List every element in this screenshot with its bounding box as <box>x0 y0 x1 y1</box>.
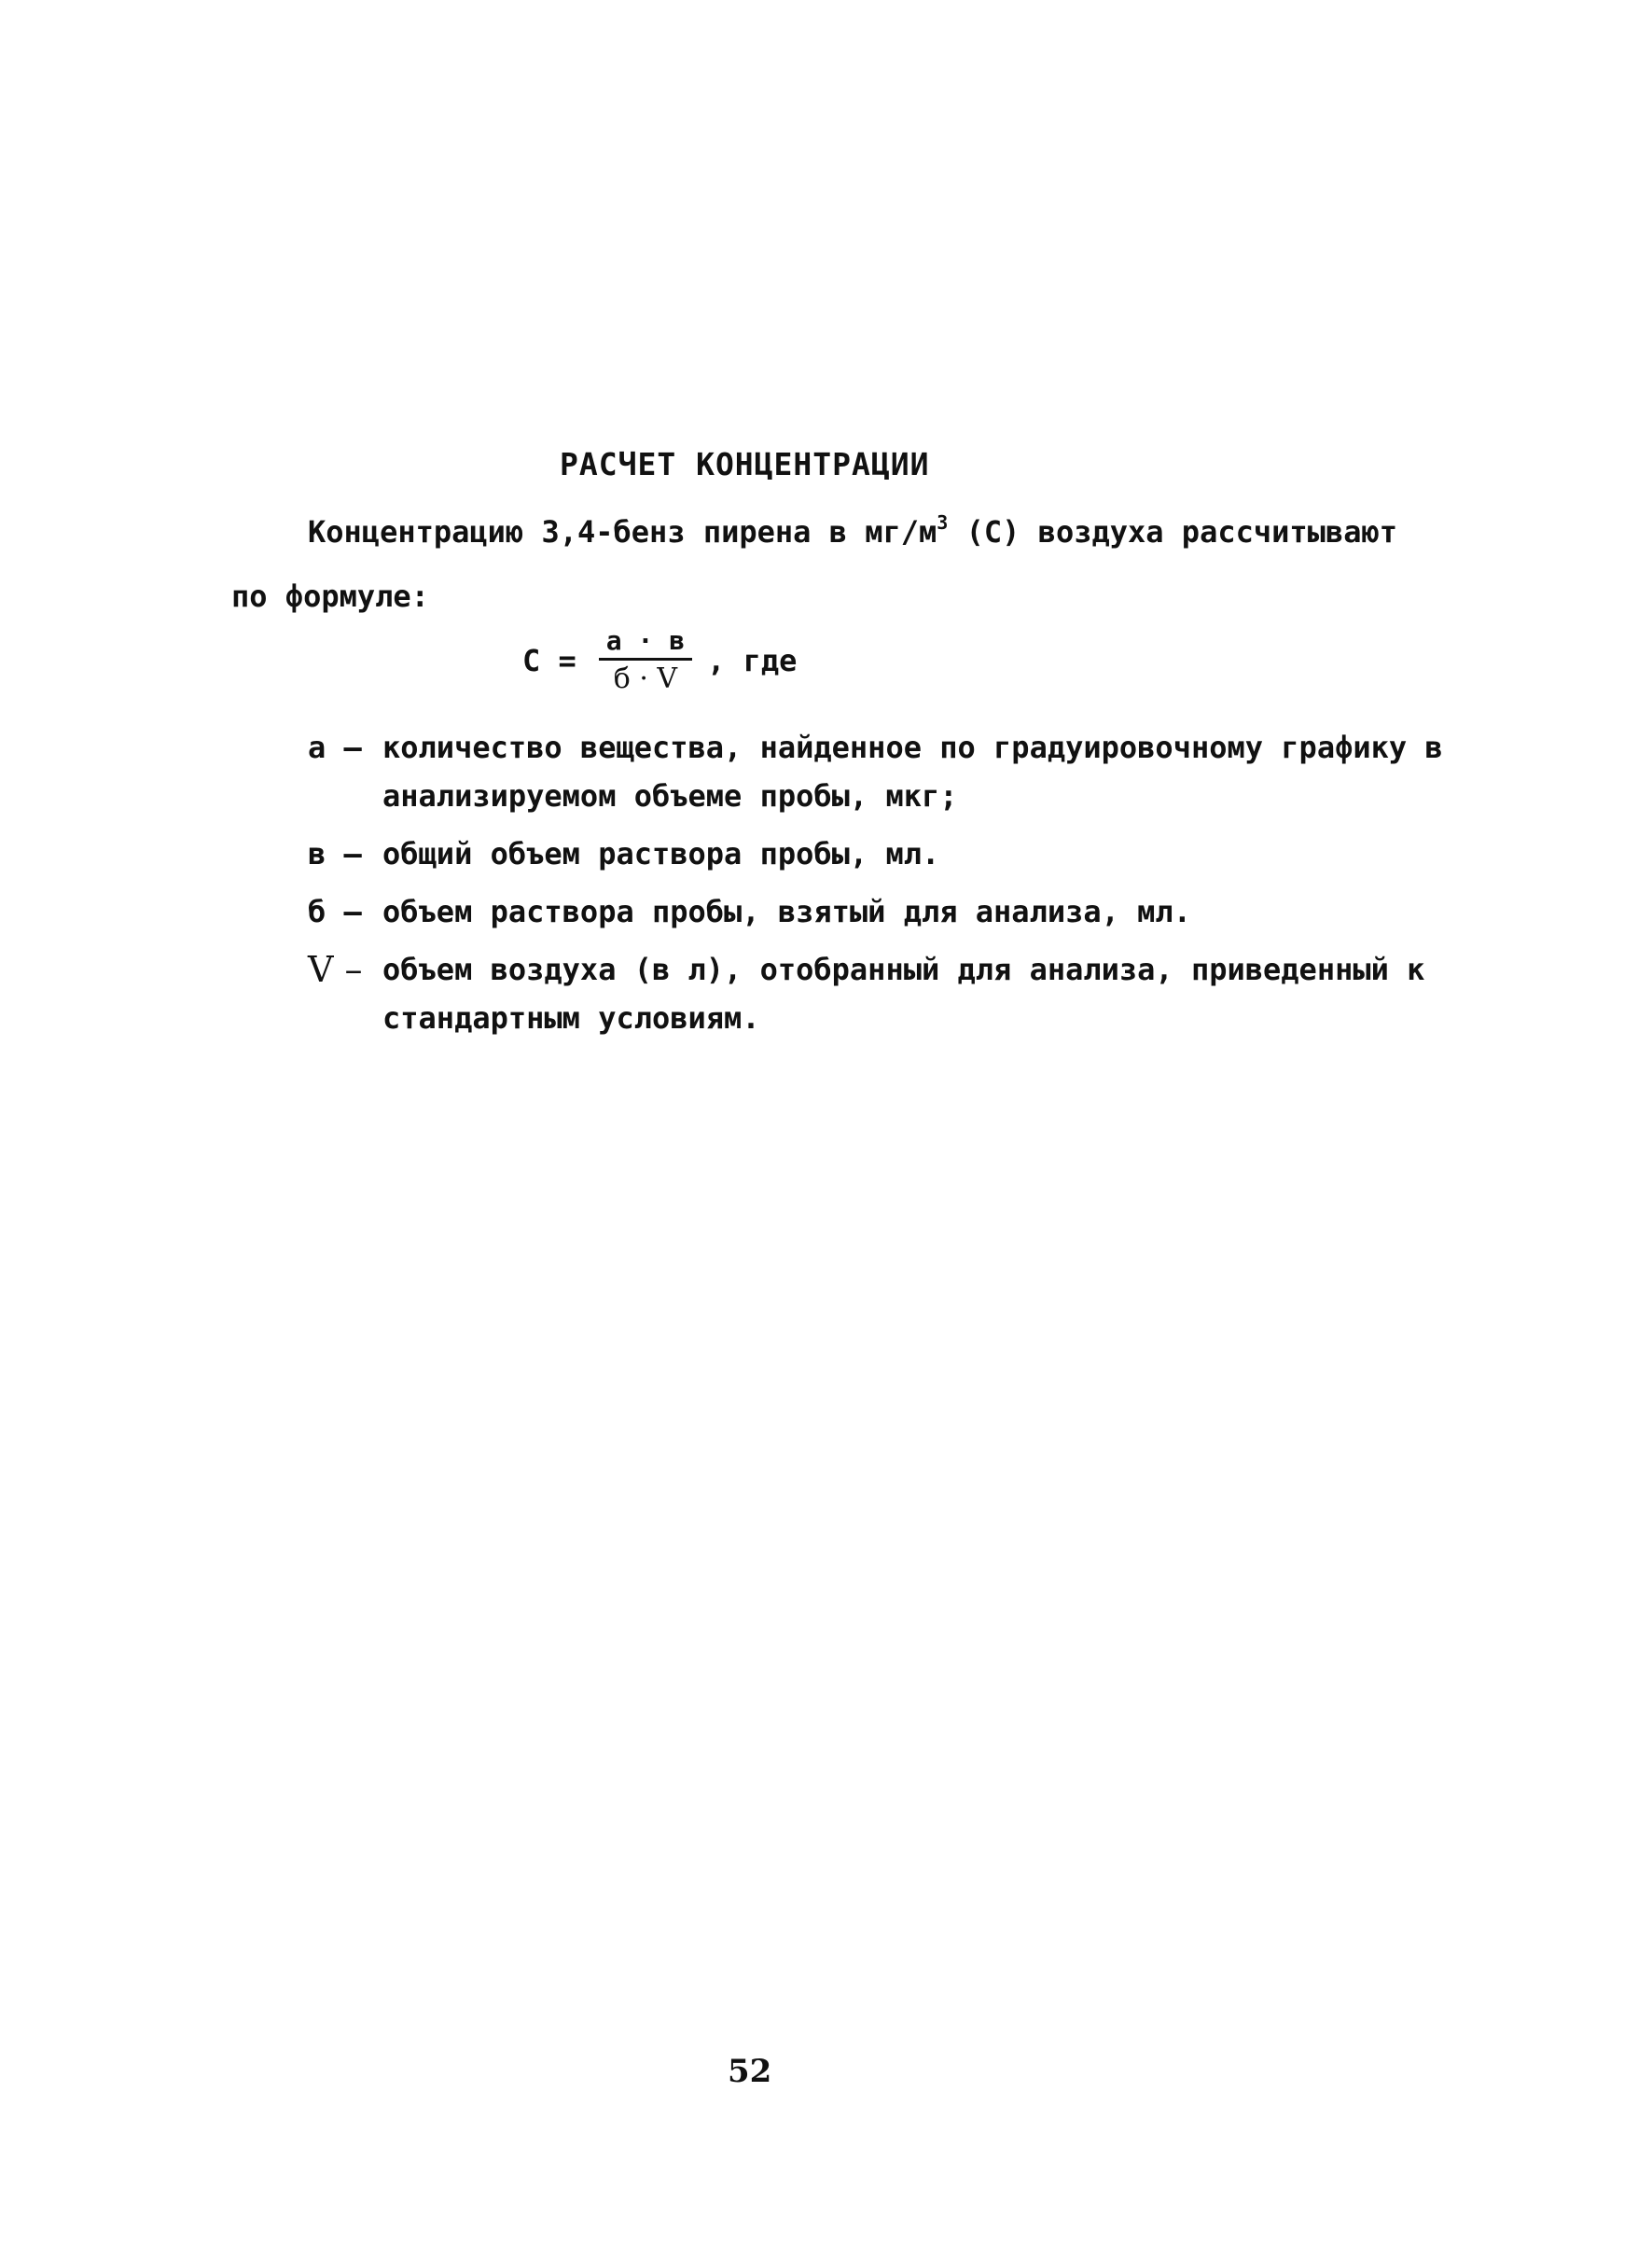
formula-denominator: б · V <box>613 662 678 695</box>
paragraph-text-cont: (С) воздуха рассчитывают <box>948 514 1397 550</box>
definition-symbol: V – <box>308 949 363 990</box>
formula <box>522 625 797 695</box>
definition-symbol: в – <box>308 836 362 872</box>
definition-item <box>308 945 1474 1042</box>
section-heading: РАСЧЕТ КОНЦЕНТРАЦИИ <box>560 446 930 482</box>
page-number: 52 <box>728 2053 772 2090</box>
formula-tail: , где <box>707 642 798 678</box>
definitions-list <box>308 723 1474 1052</box>
definition-text: количество вещества, найденное по градуировочному графику в анализируемом объеме пробы, мкг; <box>382 730 1443 814</box>
definition-item <box>308 723 1474 820</box>
definition-symbol: б – <box>308 894 362 929</box>
definition-item <box>308 887 1474 936</box>
paragraph-text: Концентрацию 3,4-бенз пирена в мг/м <box>308 514 937 550</box>
formula-lhs: С = <box>522 642 576 678</box>
definition-text: общий объем раствора пробы, мл. <box>382 836 940 872</box>
formula-fraction <box>599 625 692 695</box>
superscript: 3 <box>937 511 949 534</box>
definition-text: объем воздуха (в л), отобранный для анализа, приведенный к стандартным условиям. <box>382 952 1425 1036</box>
definition-item <box>308 830 1474 878</box>
paragraph-line-2: по формуле: <box>231 579 429 614</box>
definition-symbol: а – <box>308 730 362 765</box>
paragraph-line-1 <box>308 511 1397 550</box>
definition-text: объем раствора пробы, взятый для анализа, мл. <box>382 894 1191 929</box>
formula-numerator: а · в <box>599 625 692 661</box>
